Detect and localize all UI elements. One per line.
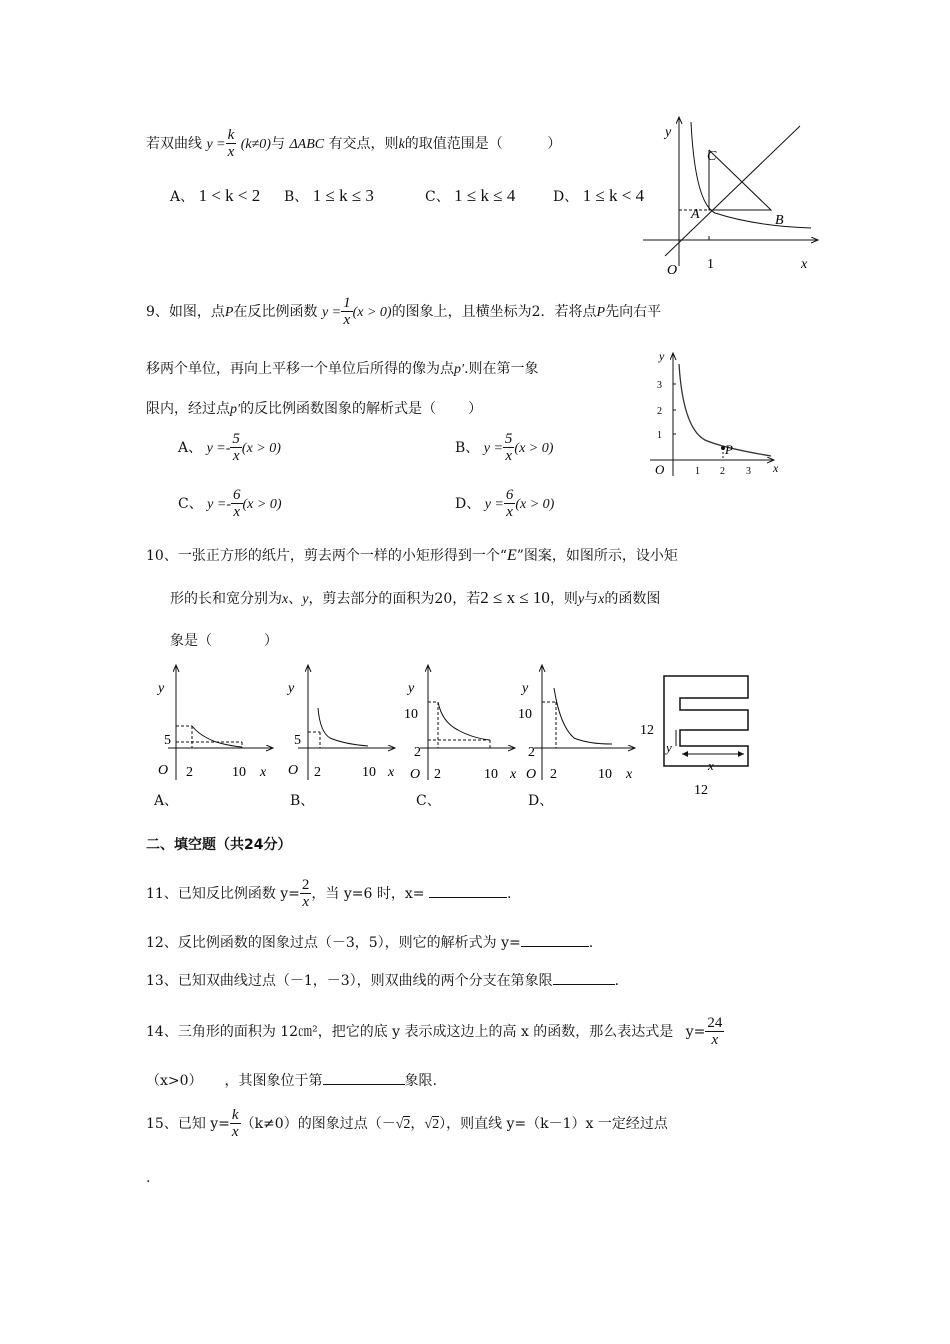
q8-fig-o: O	[667, 263, 678, 278]
q10-d-xlab: x	[626, 767, 633, 782]
q10-b-label: B、	[290, 793, 315, 809]
q9-line3: 限内，经过点p′的反比例函数图象的解析式是（ ）	[146, 401, 483, 417]
q9-line1: 9、如图，点P在反比例函数 y = $\frac{1}{x}$ (x > 0)的图象上，且横坐标为2．若将点P先向右平	[146, 295, 662, 328]
q10-c-label: C、	[416, 793, 441, 809]
q9-option-a: A、 y =- $\frac{5}{x}$ (x > 0)	[178, 431, 281, 464]
q9-option-b: B、 y = $\frac{5}{x}$ (x > 0)	[455, 431, 554, 464]
q10-a-v: 5	[164, 733, 171, 748]
q15: 15、已知 y= $\frac{k}{x}$ （k≠0）的图象过点（－√2，√2），则直线 y=（k－1）x 一定经过点	[146, 1107, 668, 1140]
q9-figure	[645, 348, 785, 483]
q9-fig-xtick-2: 2	[720, 466, 725, 477]
q13-blank[interactable]	[553, 972, 615, 985]
q8-stem: 若双曲线 y = $\frac{k}{x}$ (k≠0)与 ΔABC 有交点，则k的取值范围是（ ）	[146, 127, 562, 160]
q8-fig-a: A	[691, 207, 700, 222]
q10-graph-a	[150, 660, 280, 785]
q9-fig-y: y	[659, 349, 665, 363]
q10-b-t2: 10	[362, 765, 376, 780]
q10-line1: 10、一张正方形的纸片，剪去两个一样的小矩形得到一个“E”图案，如图所示，设小矩	[146, 547, 678, 564]
q10-b-xlab: x	[388, 765, 395, 780]
q10-d-t2: 10	[598, 767, 612, 782]
q8-fig-c: C	[707, 149, 717, 164]
q10-e-bottom: 12	[694, 783, 708, 798]
q10-b-v: 5	[294, 733, 301, 748]
q11-blank[interactable]	[429, 885, 507, 898]
q10-c-o: O	[410, 767, 421, 782]
q10-c-t1: 2	[434, 767, 441, 782]
q10-d-ylab: y	[522, 681, 529, 696]
q10-graph-d	[516, 660, 640, 785]
q14-line1: 14、三角形的面积为 12㎝²，把它的底 y 表示成这边上的高 x 的函数，那么表达式是 y= $\frac{24}{x}$	[146, 1015, 723, 1048]
q9-fig-xtick-1: 1	[695, 466, 700, 477]
q9-fig-ytick-3: 3	[657, 380, 662, 391]
q10-b-o: O	[288, 763, 299, 778]
q8-fig-x: x	[801, 257, 808, 272]
q10-c-ylab: y	[408, 681, 415, 696]
q8-fig-y: y	[665, 125, 672, 140]
q8-fig-one: 1	[707, 257, 714, 272]
q8-option-b: B、 1 ≤ k ≤ 3	[284, 186, 374, 205]
q10-c-v2: 2	[414, 745, 421, 760]
q11: 11、已知反比例函数 y= $\frac{2}{x}$ ，当 y=6 时，x= .	[146, 877, 512, 910]
q9-fig-xtick-3: 3	[746, 466, 751, 477]
q10-graph-c	[402, 660, 522, 785]
q10-line3: 象是（ ）	[170, 633, 278, 649]
q9-line2: 移两个单位，再向上平移一个单位后所得的像为点p′.则在第一象	[146, 361, 539, 377]
q12-blank[interactable]	[521, 934, 589, 947]
q10-d-t1: 2	[550, 767, 557, 782]
q10-a-xlab: x	[260, 765, 267, 780]
q14-line2: （x>0） ，其图象位于第 象限.	[146, 1073, 437, 1089]
q10-d-v2: 2	[528, 745, 535, 760]
q10-e-side: 12	[640, 723, 654, 738]
q10-c-t2: 10	[484, 767, 498, 782]
q15-dot: .	[146, 1170, 151, 1186]
q8-option-a: A、 1 < k < 2	[170, 186, 261, 205]
q10-a-t1: 2	[186, 765, 193, 780]
q10-d-v: 10	[518, 707, 532, 722]
q10-a-ylab: y	[158, 681, 165, 696]
q9-fig-ytick-1: 1	[657, 430, 662, 441]
q10-e-figure	[636, 670, 766, 805]
q8-option-c: C、 1 ≤ k ≤ 4	[425, 186, 516, 205]
q8-figure	[635, 108, 835, 278]
q9-fraction: $\frac{1}{x}$	[343, 295, 351, 328]
q10-d-o: O	[526, 767, 537, 782]
q10-a-t2: 10	[232, 765, 246, 780]
q10-a-o: O	[158, 763, 169, 778]
q10-graph-b	[282, 660, 402, 785]
section-2-title: 二、填空题（共24分）	[146, 837, 292, 853]
q9-fig-x: x	[773, 461, 779, 475]
q8-fig-b: B	[775, 213, 784, 228]
q10-e-y: y	[666, 740, 672, 755]
q9-option-c: C、 y =- $\frac{6}{x}$ (x > 0)	[178, 487, 282, 520]
q9-fig-o: O	[655, 462, 665, 477]
q13: 13、已知双曲线过点（－1，－3），则双曲线的两个分支在第象限 .	[146, 973, 620, 989]
q9-fig-p: P	[725, 442, 733, 457]
q10-d-label: D、	[528, 793, 554, 809]
q8-fraction: $\frac{k}{x}$	[227, 127, 235, 160]
q10-a-label: A、	[154, 793, 179, 809]
q8-option-d: D、 1 ≤ k < 4	[553, 186, 645, 205]
q10-c-v: 10	[404, 707, 418, 722]
q10-e-x: x	[708, 758, 714, 773]
q10-b-ylab: y	[288, 681, 295, 696]
q10-c-xlab: x	[510, 767, 517, 782]
q12: 12、反比例函数的图象过点（－3，5），则它的解析式为 y= .	[146, 935, 594, 951]
q14-blank[interactable]	[323, 1072, 405, 1085]
q10-line2: 形的长和宽分别为x、y，剪去部分的面积为20，若2 ≤ x ≤ 10，则y与x的函数图	[170, 588, 661, 607]
q10-b-t1: 2	[314, 765, 321, 780]
q9-option-d: D、 y = $\frac{6}{x}$ (x > 0)	[455, 487, 555, 520]
q9-fig-ytick-2: 2	[657, 406, 662, 417]
